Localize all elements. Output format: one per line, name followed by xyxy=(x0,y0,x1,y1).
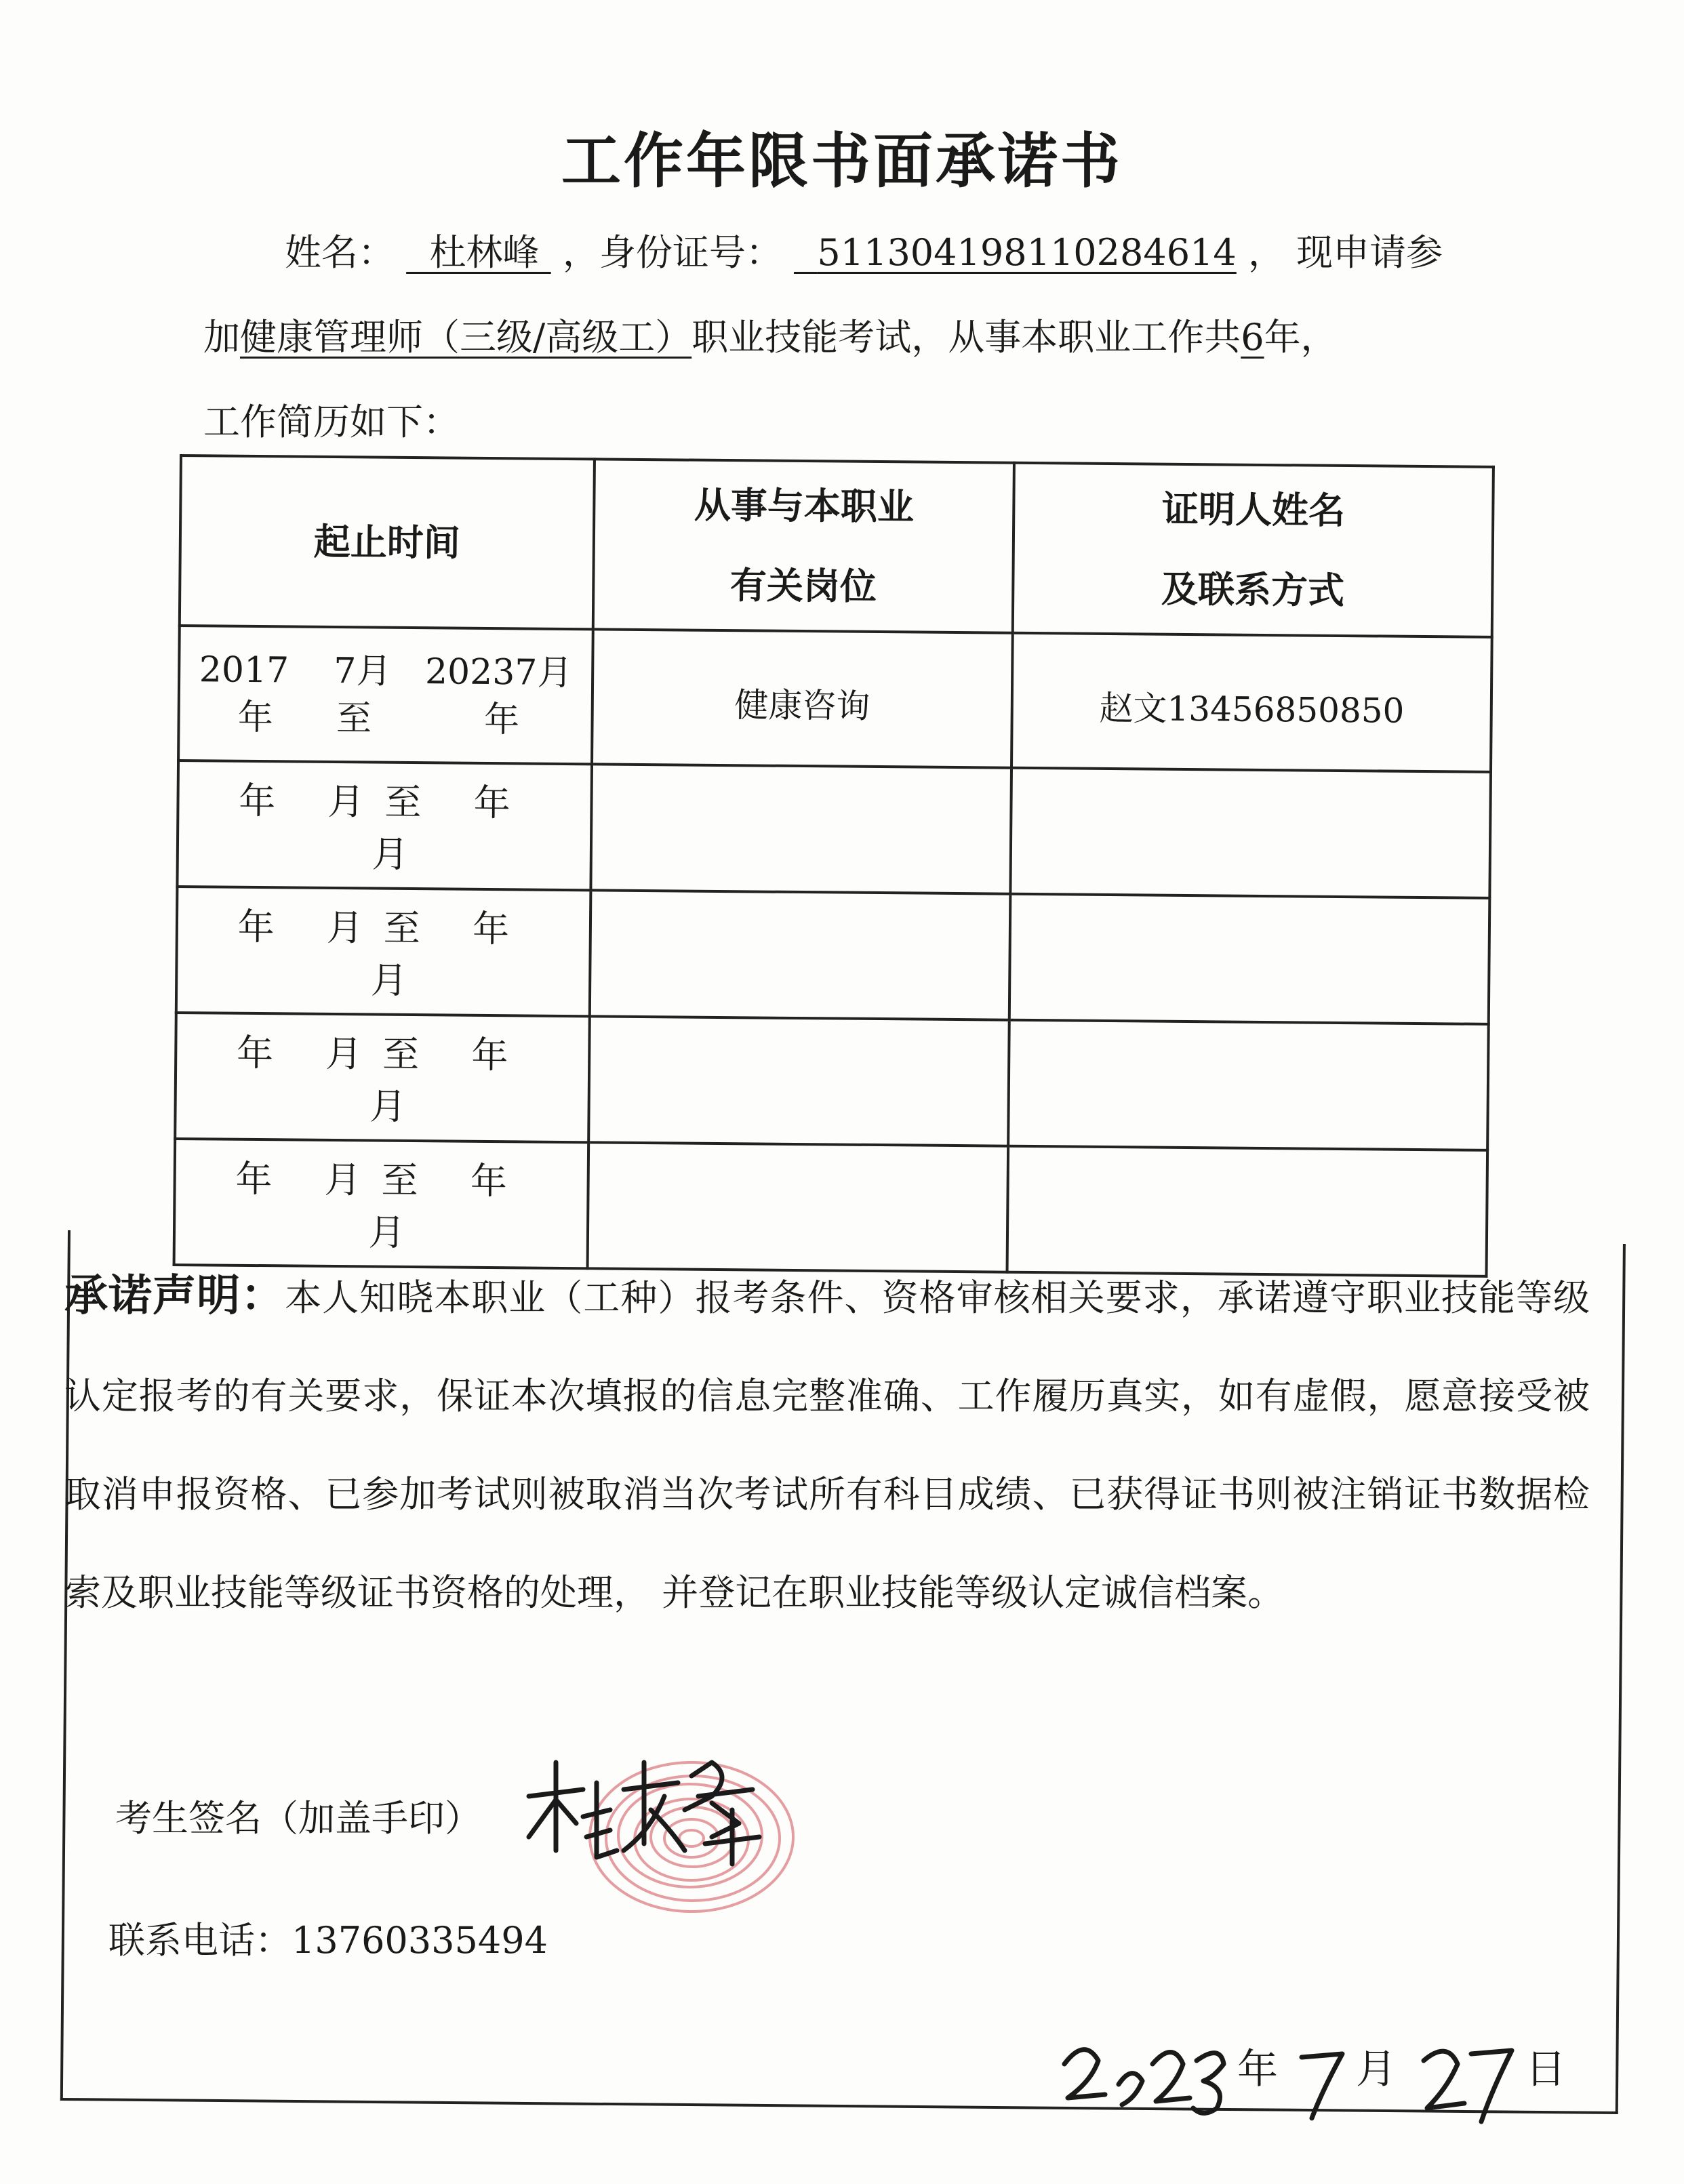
header-position: 从事与本职业 有关岗位 xyxy=(593,459,1015,632)
name-label: 姓名： xyxy=(285,231,395,274)
table-row xyxy=(176,887,1490,1024)
work-history-table xyxy=(173,454,1495,1278)
table-row xyxy=(175,1013,1489,1150)
period-cell: 2017 7月 20237月 年 至 年 xyxy=(178,626,593,764)
handwritten-date-digits xyxy=(1058,2023,1573,2132)
statement-lead: 承诺声明： xyxy=(64,1271,285,1321)
apply-text: ， 现申请参 xyxy=(1247,231,1443,274)
phone-label: 联系电话： xyxy=(108,1919,292,1962)
intro-line-2: 加健康管理师（三级/高级工）职业技能考试，从事本职业工作共6年， xyxy=(203,316,1338,359)
contact-phone xyxy=(108,1912,548,1964)
date-day-label: 日 xyxy=(1525,2046,1566,2093)
witness-cell xyxy=(1009,894,1489,1024)
witness-cell: 赵文13456850850 xyxy=(1011,633,1491,772)
table-header-row xyxy=(180,456,1493,637)
commitment-statement xyxy=(64,1247,1590,1642)
position-cell xyxy=(588,1016,1009,1146)
intro-line-3: 工作简历如下： xyxy=(203,401,460,443)
signature-label: 考生签名（加盖手印） xyxy=(115,1797,481,1840)
years-count: 6 xyxy=(1241,316,1264,359)
header-period: 起止时间 xyxy=(180,456,595,629)
table-row xyxy=(178,626,1492,772)
period-cell: 年 月至 年 月 xyxy=(175,1013,589,1142)
work-history-table-wrapper xyxy=(173,454,1495,1255)
statement-body: 本人知晓本职业（工种）报考条件、资格审核相关要求，承诺遵守职业技能等级认定报考的有关要求，保证本次填报的信息完整准确、工作履历真实，如有虚假，愿意接受被取消申报资格、已参加考试则被取消当次考试所有科目成绩、已获得证书则被注销证书数据检索及职业技能等级证书资格的处理， 并登记在职业技能等级认定诚信档案。 xyxy=(64,1276,1590,1614)
intro-line-1 xyxy=(285,224,1443,276)
id-label: ，身份证号： xyxy=(562,231,782,274)
handwritten-signature xyxy=(508,1735,793,1871)
signing-date xyxy=(1058,2023,1573,2132)
id-number: 511304198110284614 xyxy=(817,231,1237,274)
phone-number: 13760335494 xyxy=(292,1919,548,1962)
witness-cell xyxy=(1008,1020,1488,1150)
period-cell: 年 月至 年 月 xyxy=(174,1139,588,1268)
name-value: 杜林峰 xyxy=(429,231,540,274)
period-cell: 年 月至 年 月 xyxy=(177,761,591,890)
table-row xyxy=(177,761,1491,898)
position-cell: 健康咨询 xyxy=(592,629,1013,767)
date-year-label: 年 xyxy=(1237,2046,1278,2093)
occupation: 健康管理师（三级/高级工） xyxy=(240,316,692,359)
witness-cell xyxy=(1011,768,1491,898)
date-month-label: 月 xyxy=(1356,2046,1397,2093)
header-witness: 证明人姓名 及联系方式 xyxy=(1013,463,1493,637)
position-cell xyxy=(590,890,1011,1019)
document-title: 工作年限书面承诺书 xyxy=(561,126,1123,196)
period-cell: 年 月至 年 月 xyxy=(176,887,590,1016)
position-cell xyxy=(590,764,1011,893)
